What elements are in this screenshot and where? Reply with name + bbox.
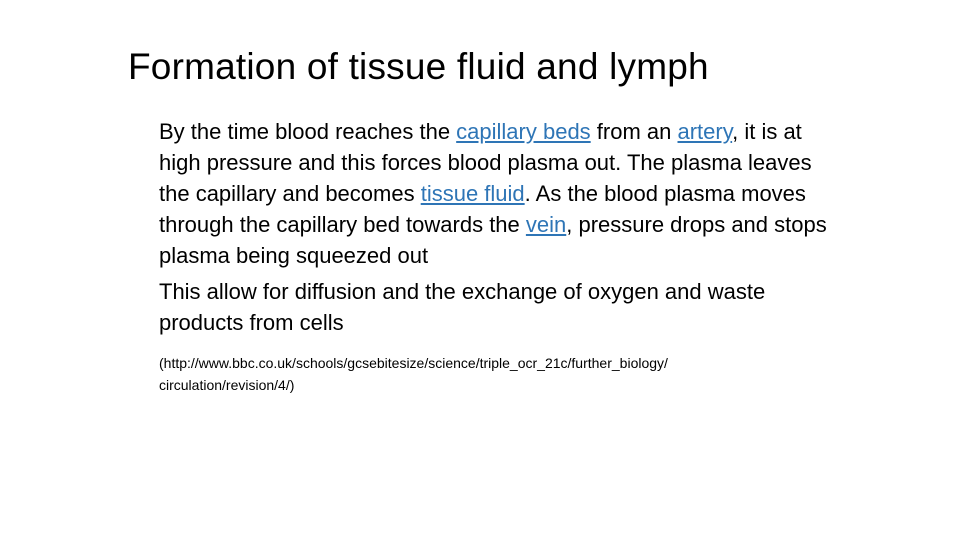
paragraph-diffusion: This allow for diffusion and the exchange of oxygen and waste products from cells (159, 279, 766, 335)
paragraph-text: from an (590, 119, 678, 144)
slide-title: Formation of tissue fluid and lymph (128, 46, 709, 87)
paragraph-text: By the time blood reaches the (159, 119, 457, 144)
reference-line-2: circulation/revision/4/) (159, 377, 295, 393)
link-artery[interactable]: artery (677, 119, 733, 144)
paragraph-text: . As the blood plasma moves through the capillary bed towards the (159, 181, 806, 237)
paragraph-formation (159, 116, 839, 271)
slide-body (159, 116, 839, 396)
link-vein[interactable]: vein (525, 212, 567, 237)
link-capillary-beds[interactable]: capillary beds (456, 119, 591, 144)
reference-line-1: (http://www.bbc.co.uk/schools/gcsebitesize/science/triple_ocr_21c/further_biology/ (159, 355, 668, 371)
reference-url (159, 352, 839, 396)
paragraph-text: , it is at high pressure and this forces blood plasma out. The plasma leaves the capillary and becomes (159, 119, 812, 206)
paragraph-text: , pressure drops and stops plasma being squeezed out (159, 212, 827, 268)
link-tissue-fluid[interactable]: tissue fluid (420, 181, 525, 206)
